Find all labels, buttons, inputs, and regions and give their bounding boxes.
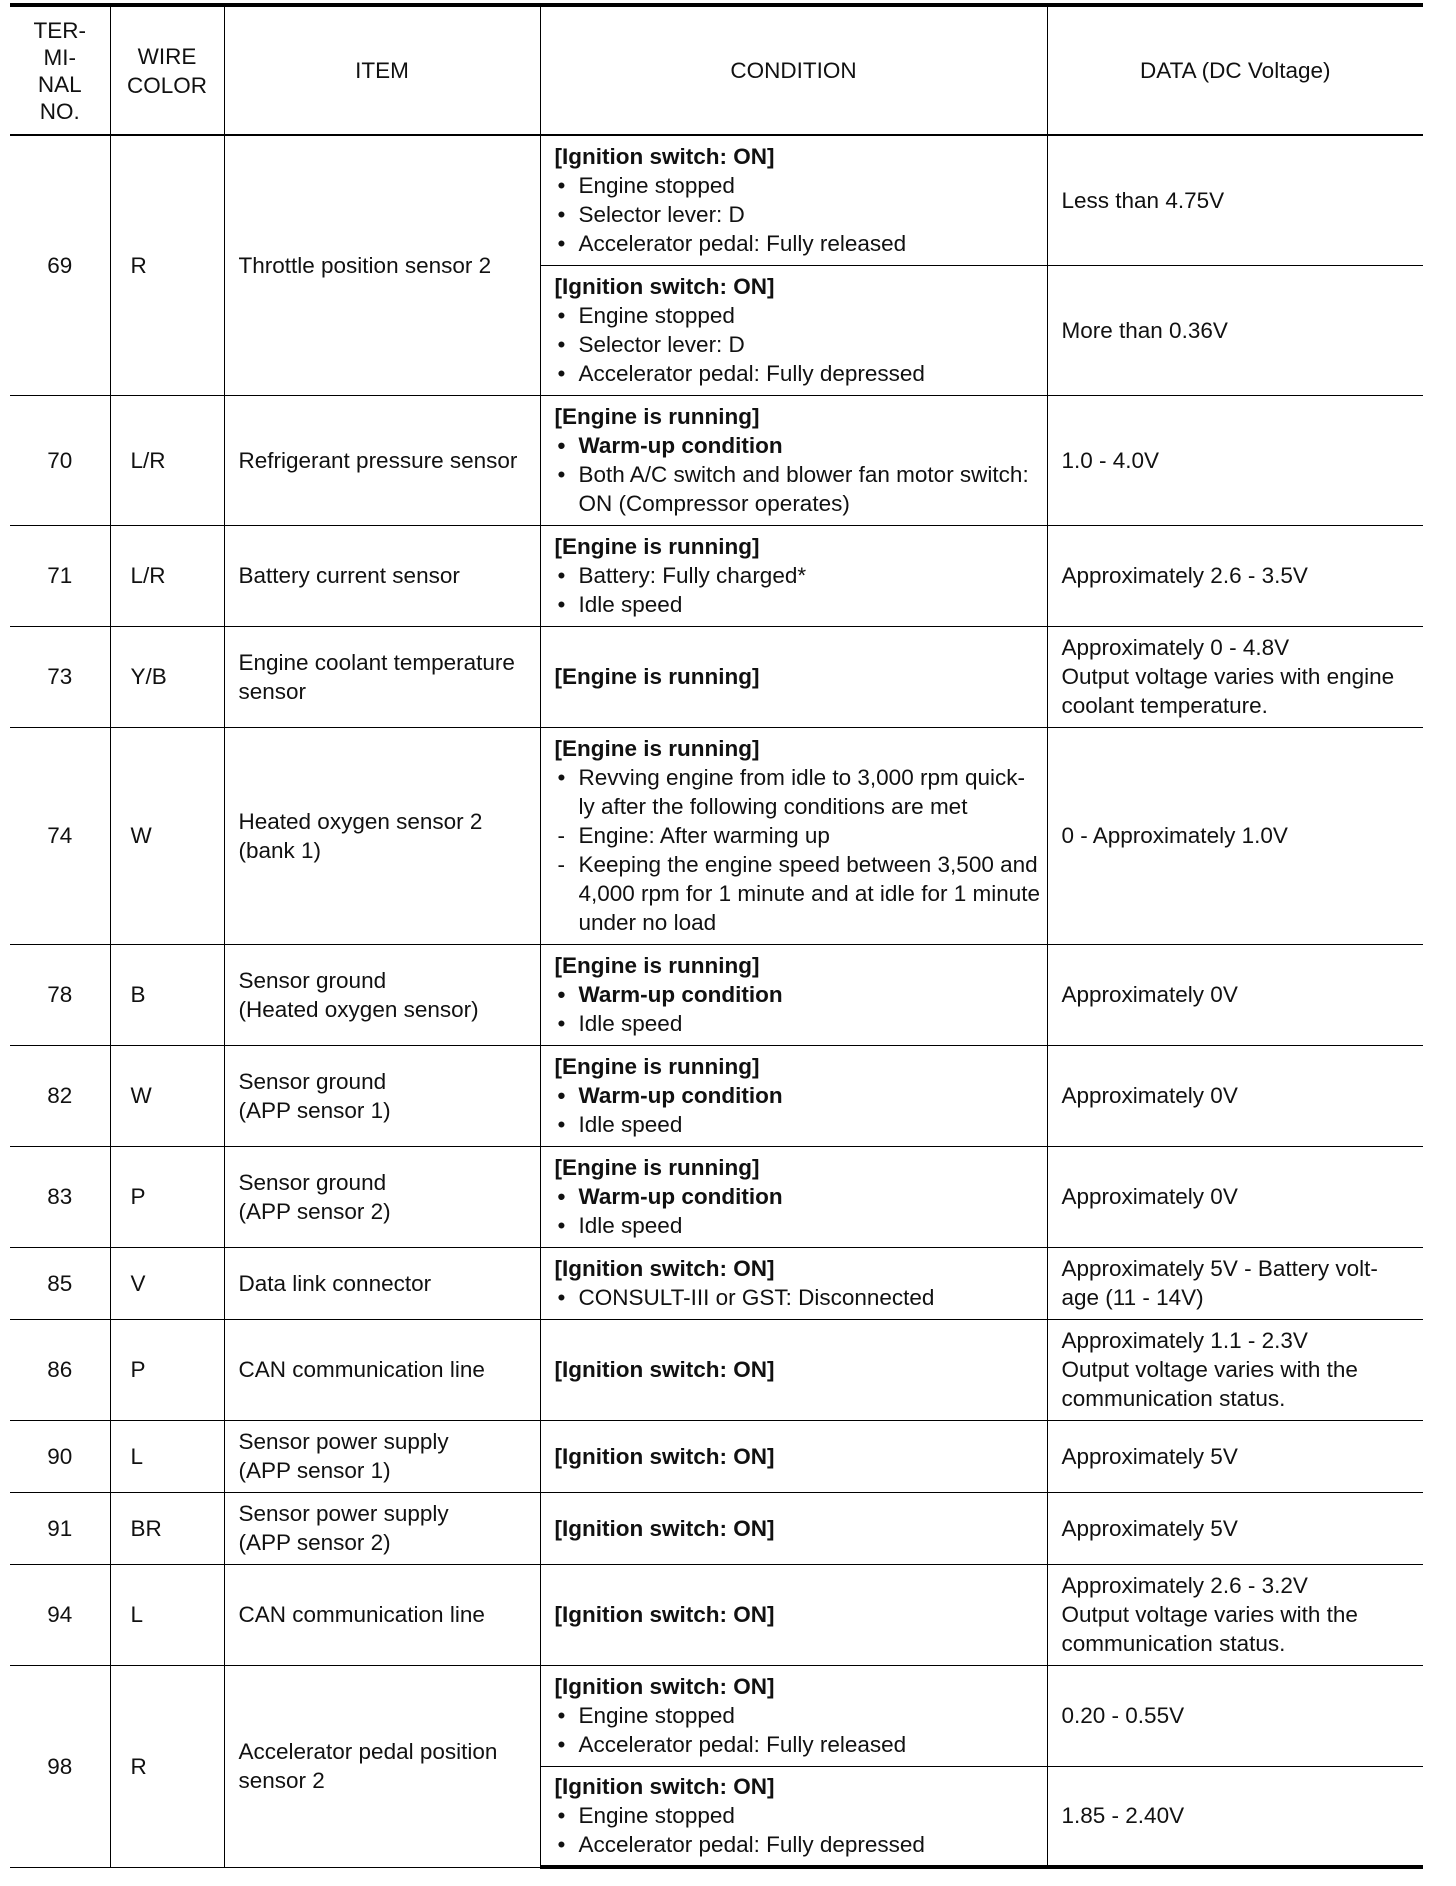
bullet-marker: • (557, 1803, 566, 1829)
condition-line-text: CONSULT-III or GST: Disconnected (578, 1285, 935, 1310)
condition-line-text: Engine stopped (578, 303, 735, 328)
wire-color: W (110, 1045, 224, 1146)
header-wire-color: WIRE COLOR (110, 5, 224, 135)
wire-color: B (110, 944, 224, 1045)
condition-line (555, 1701, 1041, 1730)
table-row (10, 944, 1423, 1045)
condition-line-text: Selector lever: D (578, 202, 745, 228)
table-row (10, 727, 1423, 944)
terminal-number: 73 (10, 626, 110, 727)
item-name: Battery current sensor (224, 525, 540, 626)
condition-line-text: Engine stopped (578, 1703, 735, 1728)
bullet-marker: • (557, 1184, 566, 1209)
condition-cell (540, 1766, 1047, 1867)
condition-title: [Ignition switch: ON] (554, 1357, 775, 1382)
condition-line-text: Engine stopped (578, 1803, 735, 1829)
condition-title: [Ignition switch: ON] (554, 1602, 775, 1627)
bullet-marker: • (557, 361, 566, 386)
terminal-number: 78 (10, 944, 110, 1045)
condition-line (555, 431, 1041, 460)
item-name: Sensor ground (Heated oxygen sensor) (224, 944, 540, 1045)
item-name: Engine coolant temperature sensor (224, 626, 540, 727)
condition-line-text: Battery: Fully charged* (578, 563, 807, 588)
condition-line-text: Idle speed (578, 1011, 683, 1036)
condition-title: [Ignition switch: ON] (554, 274, 775, 299)
condition-line-text: Engine: After warming up (578, 823, 830, 848)
condition-line (555, 590, 1041, 619)
condition-line-text: Selector lever: D (578, 332, 745, 357)
condition-title: [Engine is running] (554, 953, 760, 978)
item-name: CAN communication line (224, 1319, 540, 1420)
condition-line (555, 229, 1041, 258)
condition-title: [Engine is running] (554, 736, 760, 761)
condition-cell (540, 395, 1047, 525)
table-body (10, 135, 1423, 1867)
condition-line-text: Idle speed (578, 1213, 683, 1238)
wire-color: W (110, 727, 224, 944)
terminal-number: 91 (10, 1492, 110, 1564)
condition-cell (540, 135, 1047, 265)
table-row (10, 1319, 1423, 1420)
bullet-marker: • (557, 303, 566, 328)
condition-title: [Engine is running] (554, 664, 760, 689)
bullet-marker: • (557, 1213, 566, 1238)
condition-line (555, 1801, 1041, 1830)
condition-cell (540, 1665, 1047, 1766)
wire-color: V (110, 1247, 224, 1319)
bullet-marker: • (557, 765, 566, 790)
table-row (10, 1665, 1423, 1766)
condition-title: [Engine is running] (554, 1054, 760, 1079)
bullet-marker: • (557, 332, 566, 357)
condition-cell (540, 1146, 1047, 1247)
condition-cell (540, 265, 1047, 395)
dc-voltage-value: 0 - Approximately 1.0V (1047, 727, 1423, 944)
item-name: Sensor ground (APP sensor 2) (224, 1146, 540, 1247)
condition-line-text: Accelerator pedal: Fully depressed (578, 361, 925, 386)
condition-line (555, 1730, 1041, 1759)
item-name: Refrigerant pressure sensor (224, 395, 540, 525)
terminal-number: 69 (10, 135, 110, 395)
condition-line (555, 200, 1041, 229)
bullet-marker: • (557, 563, 566, 588)
condition-line-text: Warm-up condition (578, 1184, 783, 1209)
wire-color: P (110, 1146, 224, 1247)
terminal-number: 86 (10, 1319, 110, 1420)
condition-line (555, 1211, 1041, 1240)
condition-cell (540, 525, 1047, 626)
condition-line-text: Accelerator pedal: Fully depressed (578, 1832, 925, 1858)
dc-voltage-value: Approximately 5V (1047, 1492, 1423, 1564)
bullet-marker: • (557, 462, 566, 487)
dc-voltage-value: Approximately 2.6 - 3.5V (1047, 525, 1423, 626)
terminal-number: 82 (10, 1045, 110, 1146)
dash-marker: - (557, 823, 565, 848)
condition-line-text: Warm-up condition (578, 433, 783, 458)
item-name: CAN communication line (224, 1564, 540, 1665)
header-terminal-no: TER- MI- NAL NO. (10, 5, 110, 135)
bullet-marker: • (557, 231, 566, 257)
dc-voltage-value: Approximately 2.6 - 3.2V Output voltage varies with the communication status. (1047, 1564, 1423, 1665)
condition-title: [Ignition switch: ON] (554, 1443, 775, 1469)
bullet-marker: • (557, 1832, 566, 1858)
condition-line-text: Idle speed (578, 592, 683, 617)
condition-title: [Ignition switch: ON] (554, 1256, 775, 1281)
bullet-marker: • (557, 1285, 566, 1310)
condition-line-text: Warm-up condition (578, 982, 783, 1007)
item-name: Accelerator pedal position sensor 2 (224, 1665, 540, 1867)
condition-line (555, 460, 1041, 518)
condition-line (555, 359, 1041, 388)
wire-color: L/R (110, 525, 224, 626)
condition-line (555, 301, 1041, 330)
table-row (10, 1420, 1423, 1492)
table-row (10, 395, 1423, 525)
condition-line (555, 821, 1041, 850)
terminal-number: 90 (10, 1420, 110, 1492)
wire-color: L (110, 1420, 224, 1492)
table-row (10, 626, 1423, 727)
condition-title: [Ignition switch: ON] (554, 1515, 775, 1541)
dc-voltage-value: Approximately 0 - 4.8V Output voltage varies with engine coolant temperature. (1047, 626, 1423, 727)
condition-cell (540, 1045, 1047, 1146)
condition-line (555, 330, 1041, 359)
item-name: Sensor power supply (APP sensor 1) (224, 1420, 540, 1492)
dc-voltage-value: 1.0 - 4.0V (1047, 395, 1423, 525)
bullet-marker: • (557, 202, 566, 228)
dc-voltage-value: Approximately 0V (1047, 944, 1423, 1045)
condition-line-text: Both A/C switch and blower fan motor switch: ON (Compressor operates) (578, 462, 1029, 516)
header-item: ITEM (224, 5, 540, 135)
condition-line-text: Keeping the engine speed between 3,500 and 4,000 rpm for 1 minute and at idle for 1 minute under no load (578, 852, 1041, 935)
condition-line-text: Warm-up condition (578, 1083, 783, 1108)
terminal-number: 74 (10, 727, 110, 944)
condition-title: [Engine is running] (554, 404, 760, 429)
wire-color: Y/B (110, 626, 224, 727)
condition-cell (540, 1319, 1047, 1420)
condition-line (555, 171, 1041, 200)
condition-line (555, 850, 1041, 937)
header-data: DATA (DC Voltage) (1047, 5, 1423, 135)
terminal-number: 71 (10, 525, 110, 626)
wire-color: P (110, 1319, 224, 1420)
wire-color: BR (110, 1492, 224, 1564)
condition-cell (540, 1492, 1047, 1564)
condition-line (555, 1182, 1041, 1211)
terminal-number: 98 (10, 1665, 110, 1867)
bullet-marker: • (557, 1112, 566, 1137)
terminal-number: 83 (10, 1146, 110, 1247)
condition-line (555, 1830, 1041, 1859)
table-row (10, 525, 1423, 626)
condition-cell (540, 1564, 1047, 1665)
bullet-marker: • (557, 592, 566, 617)
item-name: Sensor power supply (APP sensor 2) (224, 1492, 540, 1564)
bullet-marker: • (557, 1011, 566, 1036)
condition-cell (540, 727, 1047, 944)
table-row (10, 1492, 1423, 1564)
terminal-number: 70 (10, 395, 110, 525)
terminal-number: 94 (10, 1564, 110, 1665)
item-name: Sensor ground (APP sensor 1) (224, 1045, 540, 1146)
condition-title: [Engine is running] (554, 534, 760, 559)
condition-title: [Ignition switch: ON] (554, 1774, 775, 1800)
condition-line (555, 561, 1041, 590)
condition-line (555, 1081, 1041, 1110)
item-name: Throttle position sensor 2 (224, 135, 540, 395)
condition-title: [Ignition switch: ON] (554, 1674, 775, 1699)
condition-cell (540, 1247, 1047, 1319)
dc-voltage-value: 0.20 - 0.55V (1047, 1665, 1423, 1766)
item-name: Data link connector (224, 1247, 540, 1319)
wire-color: R (110, 135, 224, 395)
bullet-marker: • (557, 982, 566, 1007)
wire-color: L/R (110, 395, 224, 525)
dc-voltage-value: Approximately 1.1 - 2.3V Output voltage varies with the communication status. (1047, 1319, 1423, 1420)
condition-line-text: Engine stopped (578, 173, 735, 199)
bullet-marker: • (557, 1732, 566, 1757)
condition-line (555, 1283, 1041, 1312)
header-condition: CONDITION (540, 5, 1047, 135)
wire-color: L (110, 1564, 224, 1665)
bullet-marker: • (557, 433, 566, 458)
condition-title: [Ignition switch: ON] (554, 144, 775, 170)
wire-color: R (110, 1665, 224, 1867)
condition-line-text: Accelerator pedal: Fully released (578, 1732, 907, 1757)
dc-voltage-value: More than 0.36V (1047, 265, 1423, 395)
dc-voltage-value: Approximately 0V (1047, 1146, 1423, 1247)
table-row (10, 1564, 1423, 1665)
condition-line (555, 980, 1041, 1009)
dc-voltage-value: Approximately 0V (1047, 1045, 1423, 1146)
condition-line (555, 763, 1041, 821)
dash-marker: - (557, 852, 565, 877)
table-row (10, 1146, 1423, 1247)
table-header (10, 5, 1423, 135)
bullet-marker: • (557, 1703, 566, 1728)
condition-line (555, 1110, 1041, 1139)
condition-line (555, 1009, 1041, 1038)
item-name: Heated oxygen sensor 2 (bank 1) (224, 727, 540, 944)
bullet-marker: • (557, 1083, 566, 1108)
dc-voltage-value: Approximately 5V (1047, 1420, 1423, 1492)
table-row (10, 1045, 1423, 1146)
bullet-marker: • (557, 173, 566, 199)
condition-cell (540, 944, 1047, 1045)
condition-line-text: Idle speed (578, 1112, 683, 1137)
dc-voltage-value: Approximately 5V - Battery volt- age (11 - 14V) (1047, 1247, 1423, 1319)
condition-line-text: Accelerator pedal: Fully released (578, 231, 907, 257)
terminal-data-table (10, 3, 1423, 1869)
table-row (10, 1247, 1423, 1319)
condition-line-text: Revving engine from idle to 3,000 rpm quick-ly after the following conditions are met (578, 765, 1025, 819)
table-row (10, 135, 1423, 265)
dc-voltage-value: 1.85 - 2.40V (1047, 1766, 1423, 1867)
condition-cell (540, 626, 1047, 727)
condition-cell (540, 1420, 1047, 1492)
dc-voltage-value: Less than 4.75V (1047, 135, 1423, 265)
terminal-number: 85 (10, 1247, 110, 1319)
condition-title: [Engine is running] (554, 1155, 760, 1180)
